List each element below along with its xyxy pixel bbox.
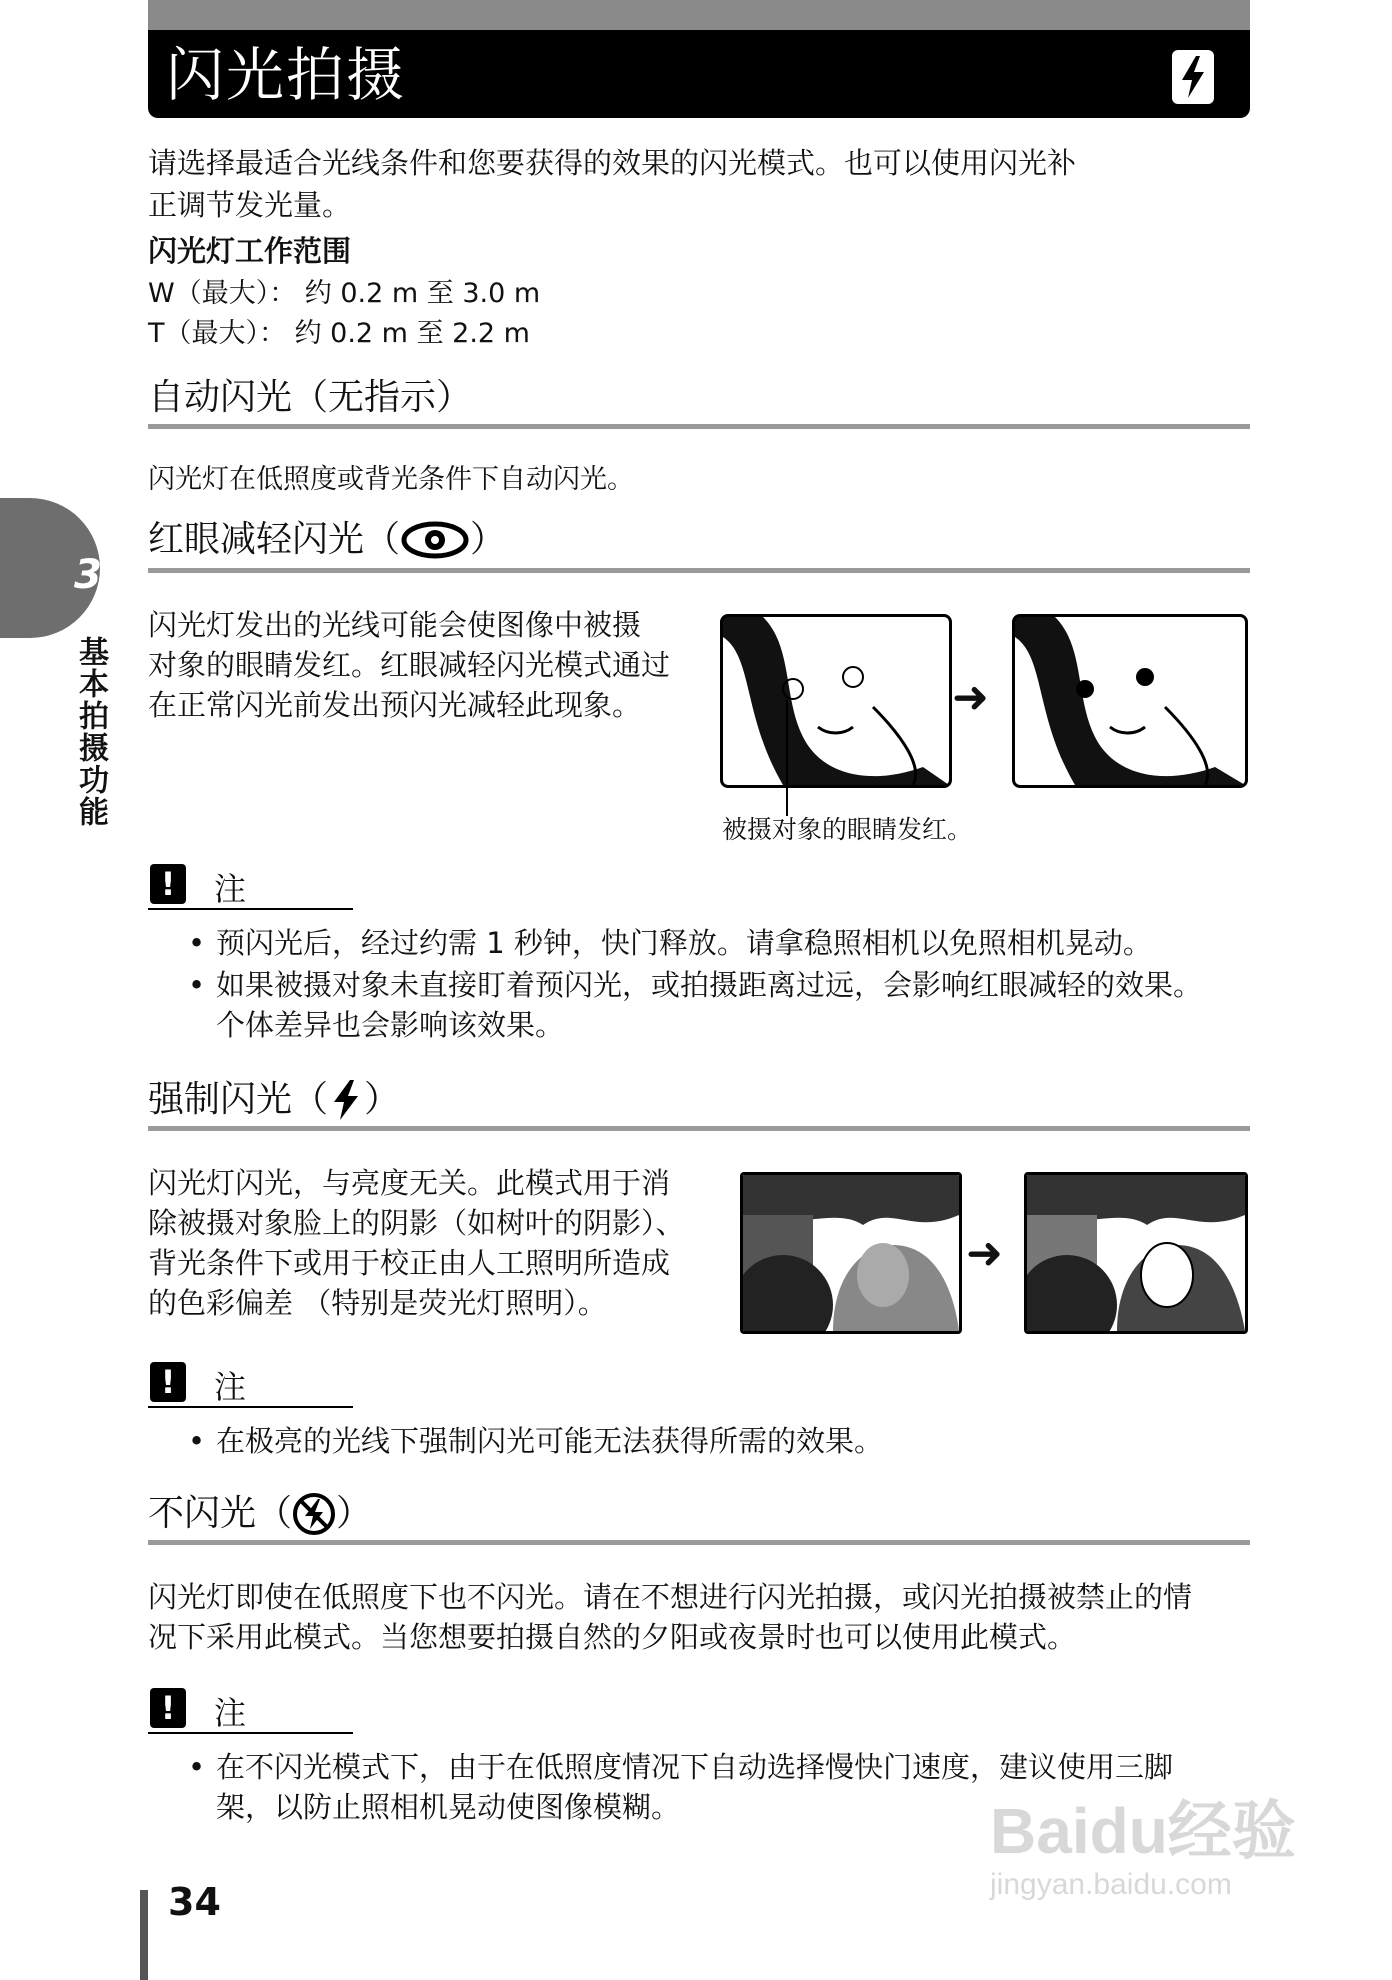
note-item: 在极亮的光线下强制闪光可能无法获得所需的效果。 <box>216 1424 884 1458</box>
heading-redeye-prefix: 红眼减轻闪光（ <box>148 519 401 560</box>
divider <box>148 424 1250 429</box>
note-item: 如果被摄对象未直接盯着预闪光，或拍摄距离过远，会影响红眼减轻的效果。 <box>216 968 1203 1002</box>
bullet-dot: • <box>188 926 206 960</box>
note-underline <box>148 908 353 910</box>
note-label: 注 <box>214 1694 247 1732</box>
flash-icon <box>328 1078 364 1122</box>
redeye-before-image <box>720 614 952 788</box>
note-label: 注 <box>214 870 247 908</box>
fill-text-2: 除被摄对象脸上的阴影（如树叶的阴影）、 <box>148 1206 685 1240</box>
heading-redeye-suffix: ） <box>470 519 507 560</box>
arrow-right-icon: ➜ <box>952 672 989 723</box>
header-top-bar <box>148 0 1250 30</box>
redeye-text-2: 对象的眼睛发红。红眼减轻闪光模式通过 <box>148 648 671 682</box>
heading-redeye <box>148 516 506 564</box>
redeye-caption: 被摄对象的眼睛发红。 <box>722 815 973 844</box>
page-number: 34 <box>168 1880 221 1924</box>
note-underline <box>148 1406 353 1408</box>
note-underline <box>148 1732 353 1734</box>
fill-text-3: 背光条件下或用于校正由人工照明所造成 <box>148 1246 671 1280</box>
redeye-text-3: 在正常闪光前发出预闪光减轻此现象。 <box>148 688 642 722</box>
note-item: 预闪光后，经过约需 1 秒钟，快门释放。请拿稳照相机以免照相机晃动。 <box>216 926 1152 960</box>
off-text-2: 况下采用此模式。当您想要拍摄自然的夕阳或夜景时也可以使用此模式。 <box>148 1620 1077 1654</box>
bullet-dot: • <box>188 1424 206 1458</box>
chapter-label: 基本拍摄功能 <box>73 636 108 828</box>
heading-fill-prefix: 强制闪光（ <box>148 1079 329 1120</box>
intro-text-1: 请选择最适合光线条件和您要获得的效果的闪光模式。也可以使用闪光补 <box>148 146 1077 180</box>
arrow-right-icon: ➜ <box>966 1228 1003 1279</box>
page-title: 闪光拍摄 <box>166 41 407 109</box>
page-number-bar <box>140 1890 148 1980</box>
redeye-after-image <box>1012 614 1248 788</box>
fill-text-4: 的色彩偏差 （特别是荧光灯照明）。 <box>148 1286 607 1320</box>
heading-flash-off <box>148 1490 372 1538</box>
watermark-logo: Baidu经验 <box>990 1795 1296 1867</box>
exclamation-icon: ! <box>150 1688 186 1728</box>
note-label: 注 <box>214 1368 247 1406</box>
range-wide: W（最大）： 约 0.2 m 至 3.0 m <box>148 278 541 309</box>
heading-fill-suffix: ） <box>364 1079 401 1120</box>
fill-text-1: 闪光灯闪光，与亮度无关。此模式用于消 <box>148 1166 671 1200</box>
bullet-dot: • <box>188 1750 206 1784</box>
watermark-url: jingyan.baidu.com <box>990 1868 1232 1901</box>
note-item-cont: 个体差异也会影响该效果。 <box>216 1008 565 1042</box>
bullet-dot: • <box>188 968 206 1002</box>
intro-text-2: 正调节发光量。 <box>148 188 352 222</box>
flash-icon <box>1172 50 1214 104</box>
heading-off-prefix: 不闪光（ <box>148 1493 293 1534</box>
auto-flash-text: 闪光灯在低照度或背光条件下自动闪光。 <box>148 464 634 495</box>
divider <box>148 1540 1250 1545</box>
caption-leader-line <box>786 700 788 816</box>
off-text-1: 闪光灯即使在低照度下也不闪光。请在不想进行闪光拍摄，或闪光拍摄被禁止的情 <box>148 1580 1193 1614</box>
fill-after-image <box>1024 1172 1248 1334</box>
range-tele: T（最大）： 约 0.2 m 至 2.2 m <box>148 318 530 349</box>
no-flash-icon <box>292 1492 336 1536</box>
divider <box>148 1126 1250 1131</box>
note-item-cont: 架，以防止照相机晃动使图像模糊。 <box>216 1790 681 1824</box>
exclamation-icon: ! <box>150 1362 186 1402</box>
heading-auto-flash: 自动闪光（无指示） <box>148 377 473 418</box>
exclamation-icon: ! <box>150 864 186 904</box>
fill-before-image <box>740 1172 962 1334</box>
divider <box>148 568 1250 573</box>
range-title: 闪光灯工作范围 <box>148 234 352 268</box>
chapter-number: 3 <box>74 552 102 598</box>
heading-fill-flash <box>148 1076 400 1124</box>
heading-off-suffix: ） <box>336 1493 373 1534</box>
redeye-text-1: 闪光灯发出的光线可能会使图像中被摄 <box>148 608 642 642</box>
note-item: 在不闪光模式下，由于在低照度情况下自动选择慢快门速度，建议使用三脚 <box>216 1750 1174 1784</box>
eye-icon <box>400 520 470 560</box>
